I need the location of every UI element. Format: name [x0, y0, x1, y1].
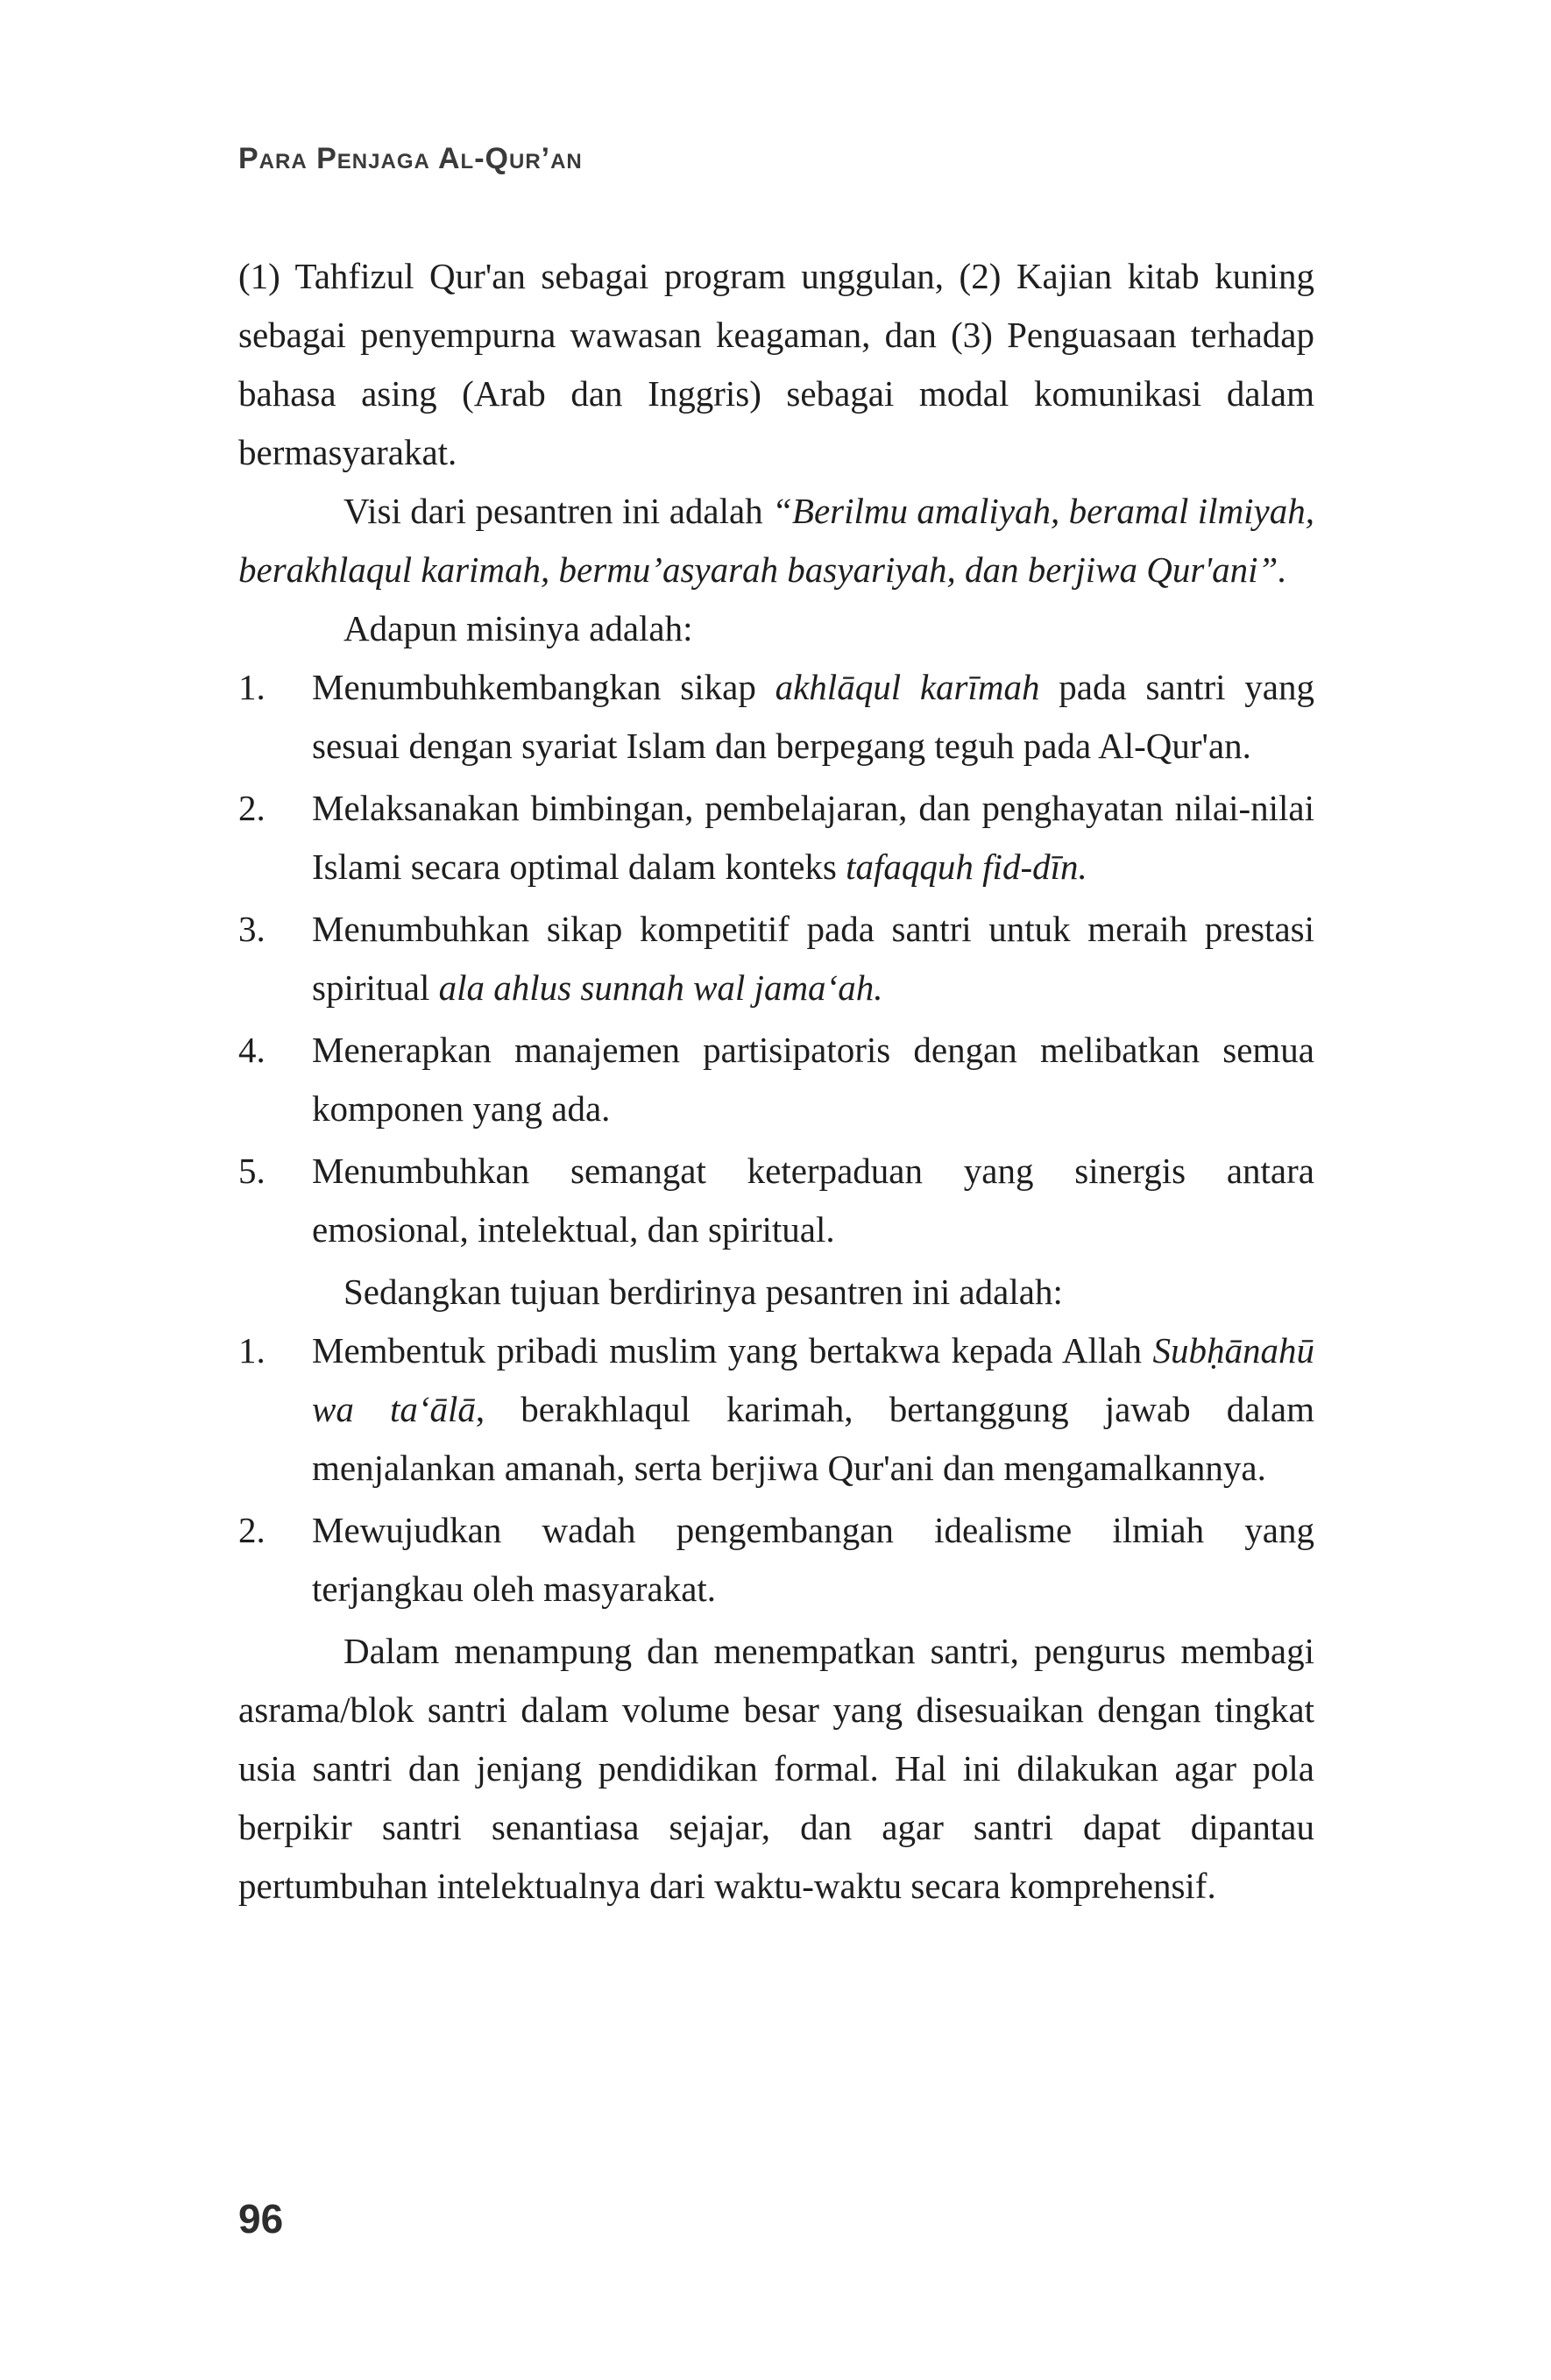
visi-lead-text: Visi dari pesantren ini adalah: [343, 491, 773, 531]
visi-quote: “Berilmu amaliyah, beramal ilmiyah, berakhlaqul karimah, bermu’asyarah basyariyah, dan berjiwa Qur'ani”.: [238, 491, 1314, 590]
list-text: Menerapkan manajemen partisipatoris dengan melibatkan semua komponen yang ada.: [312, 1030, 1314, 1129]
list-emphasis: akhlāqul karīmah: [775, 667, 1040, 707]
list-text: Melaksanakan bimbingan, pembelajaran, dan penghayatan nilai-nilai Islami secara optimal dalam konteks: [312, 788, 1314, 887]
list-text: Menumbuhkembangkan sikap: [312, 667, 776, 707]
tujuan-item-1: [238, 1321, 1314, 1498]
list-text-tail: , berakhlaqul karimah, bertanggung jawab dalam menjalankan amanah, serta berjiwa Qur'ani dan mengamalkannya.: [312, 1389, 1314, 1488]
list-number: 2.: [238, 1510, 266, 1550]
misi-intro: Adapun misinya adalah:: [343, 608, 693, 648]
tujuan-item-2: [238, 1501, 1314, 1619]
list-number: 3.: [238, 909, 266, 949]
list-number: 1.: [238, 667, 266, 707]
list-text: Menumbuhkan sikap kompetitif pada santri untuk meraih prestasi spiritual: [312, 909, 1314, 1008]
running-header-title: Para Penjaga Al-Qur’an: [238, 142, 583, 175]
visi-paragraph: [238, 482, 1314, 599]
misi-list: [238, 658, 1314, 1259]
misi-item-5: [238, 1142, 1314, 1259]
page-body: [238, 247, 1314, 1916]
list-text: Mewujudkan wadah pengembangan idealisme ilmiah yang terjangkau oleh masyarakat.: [312, 1510, 1314, 1609]
intro-paragraph: (1) Tahfizul Qur'an sebagai program unggulan, (2) Kajian kitab kuning sebagai penyempurna wawasan keagaman, dan (3) Penguasaan terhadap bahasa asing (Arab dan Inggris) sebagai modal komunikasi dalam bermasyarakat.: [238, 256, 1314, 472]
tujuan-intro: Sedangkan tujuan berdirinya pesantren ini adalah:: [343, 1271, 1063, 1312]
misi-item-1: [238, 658, 1314, 776]
list-number: 1.: [238, 1330, 266, 1371]
misi-item-2: [238, 779, 1314, 896]
list-text-tail: pada santri yang sesuai dengan syariat Islam dan berpegang teguh pada Al-Qur'an.: [312, 667, 1314, 766]
tujuan-list: [238, 1321, 1314, 1619]
list-text: Membentuk pribadi muslim yang bertakwa kepada Allah: [312, 1330, 1153, 1371]
misi-item-4: [238, 1021, 1314, 1138]
list-text: Menumbuhkan semangat keterpaduan yang sinergis antara emosional, intelektual, dan spiritual.: [312, 1151, 1314, 1250]
list-emphasis: Subḥānahū wa ta‘ālā: [312, 1330, 1314, 1429]
page-number: 96: [238, 2196, 284, 2242]
closing-paragraph: Dalam menampung dan menempatkan santri, pengurus membagi asrama/blok santri dalam volume besar yang disesuaikan dengan tingkat usia santri dan jenjang pendidikan formal. Hal ini dilakukan agar pola berpikir santri senantiasa sejajar, dan agar santri dapat dipantau pertumbuhan intelektualnya dari waktu-waktu secara komprehensif.: [238, 1631, 1314, 1906]
list-number: 5.: [238, 1151, 266, 1191]
misi-item-3: [238, 900, 1314, 1017]
list-emphasis: ala ahlus sunnah wal jama‘ah.: [438, 967, 883, 1008]
list-number: 2.: [238, 788, 266, 828]
list-number: 4.: [238, 1030, 266, 1070]
list-emphasis: tafaqquh fid-dīn.: [846, 846, 1087, 887]
